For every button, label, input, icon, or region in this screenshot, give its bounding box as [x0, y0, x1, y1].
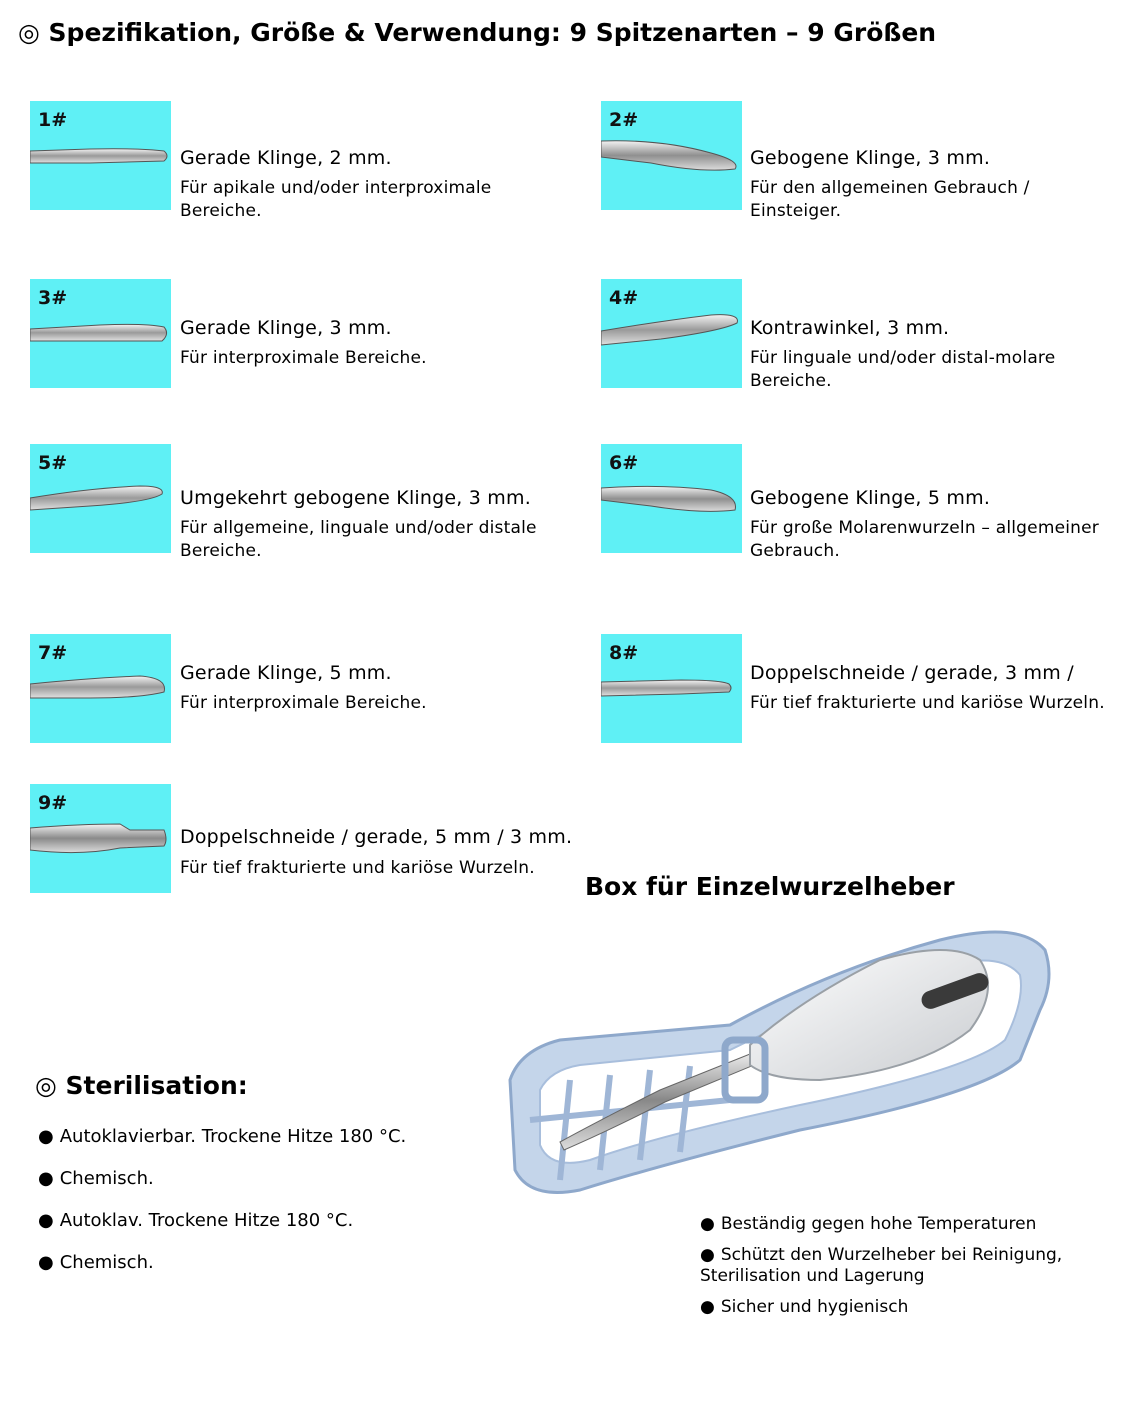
- tip-image-3: [30, 279, 171, 388]
- tip-use: Für tief frakturierte und kariöse Wurzeln.: [750, 693, 1105, 713]
- tip-label: 5#: [38, 452, 68, 474]
- sterilisation-text: Autoklavierbar. Trockene Hitze 180 °C.: [59, 1126, 407, 1147]
- tip-use: Für interproximale Bereiche.: [180, 693, 427, 713]
- bullet-icon: ●: [38, 1168, 54, 1189]
- target-icon: ◎: [18, 18, 40, 47]
- list-item: [700, 1214, 1080, 1235]
- feature-text: Beständig gegen hohe Temperaturen: [720, 1214, 1037, 1234]
- page-title: [18, 18, 936, 47]
- tip-label: 3#: [38, 287, 68, 309]
- list-item: [38, 1251, 406, 1293]
- tip-label: 4#: [609, 287, 639, 309]
- page-title-text: Spezifikation, Größe & Verwendung: 9 Spitzenarten – 9 Größen: [48, 18, 937, 47]
- list-item: [38, 1125, 406, 1167]
- tip-use: Für tief frakturierte und kariöse Wurzeln.: [180, 858, 535, 878]
- tip-label: 2#: [609, 109, 639, 131]
- tip-image-2: [601, 101, 742, 210]
- bullet-icon: ●: [700, 1297, 715, 1317]
- sterilisation-text: Autoklav. Trockene Hitze 180 °C.: [59, 1210, 354, 1231]
- tip-label: 1#: [38, 109, 68, 131]
- feature-text: Schützt den Wurzelheber bei Reinigung, Sterilisation und Lagerung: [700, 1245, 1063, 1286]
- tip-use: Für allgemeine, linguale und/oder distale Bereiche.: [180, 518, 537, 561]
- tip-label: 7#: [38, 642, 68, 664]
- tip-image-9: [30, 784, 171, 893]
- tip-use: Für interproximale Bereiche.: [180, 348, 427, 368]
- feature-text: Sicher und hygienisch: [720, 1297, 909, 1317]
- sterilisation-text: Chemisch.: [59, 1168, 154, 1189]
- bullet-icon: ●: [700, 1214, 715, 1234]
- tip-name: Kontrawinkel, 3 mm.: [750, 317, 950, 339]
- bullet-icon: ●: [38, 1252, 54, 1273]
- list-item: [700, 1297, 1080, 1318]
- sterilisation-text: Chemisch.: [59, 1252, 154, 1273]
- tip-label: 9#: [38, 792, 68, 814]
- tip-image-5: [30, 444, 171, 553]
- tip-use: Für den allgemeinen Gebrauch / Einsteiger.: [750, 178, 1030, 221]
- elevator-box-image: [500, 920, 1060, 1210]
- tip-image-8: [601, 634, 742, 743]
- tip-name: Gebogene Klinge, 5 mm.: [750, 487, 991, 509]
- tip-name: Gebogene Klinge, 3 mm.: [750, 147, 991, 169]
- sterilisation-title: [35, 1071, 248, 1100]
- tip-image-4: [601, 279, 742, 388]
- tip-name: Gerade Klinge, 3 mm.: [180, 317, 392, 339]
- bullet-icon: ●: [700, 1245, 715, 1265]
- tip-use: Für linguale und/oder distal-molare Bereiche.: [750, 348, 1056, 391]
- tip-use: Für apikale und/oder interproximale Bereiche.: [180, 178, 492, 221]
- box-title: Box für Einzelwurzelheber: [585, 872, 955, 901]
- tip-name: Gerade Klinge, 5 mm.: [180, 662, 392, 684]
- tip-name: Doppelschneide / gerade, 3 mm /: [750, 662, 1074, 684]
- tip-label: 8#: [609, 642, 639, 664]
- box-feature-list: [700, 1214, 1080, 1328]
- tip-image-7: [30, 634, 171, 743]
- sterilisation-list: [38, 1125, 406, 1293]
- tip-label: 6#: [609, 452, 639, 474]
- target-icon: ◎: [35, 1071, 57, 1100]
- bullet-icon: ●: [38, 1126, 54, 1147]
- tip-use: Für große Molarenwurzeln – allgemeiner Gebrauch.: [750, 518, 1099, 561]
- sterilisation-title-text: Sterilisation:: [65, 1071, 248, 1100]
- tip-image-1: [30, 101, 171, 210]
- bullet-icon: ●: [38, 1210, 54, 1231]
- tip-name: Umgekehrt gebogene Klinge, 3 mm.: [180, 487, 531, 509]
- tip-name: Doppelschneide / gerade, 5 mm / 3 mm.: [180, 826, 573, 848]
- list-item: [38, 1209, 406, 1251]
- tip-image-6: [601, 444, 742, 553]
- list-item: [38, 1167, 406, 1209]
- list-item: [700, 1245, 1080, 1287]
- tip-name: Gerade Klinge, 2 mm.: [180, 147, 392, 169]
